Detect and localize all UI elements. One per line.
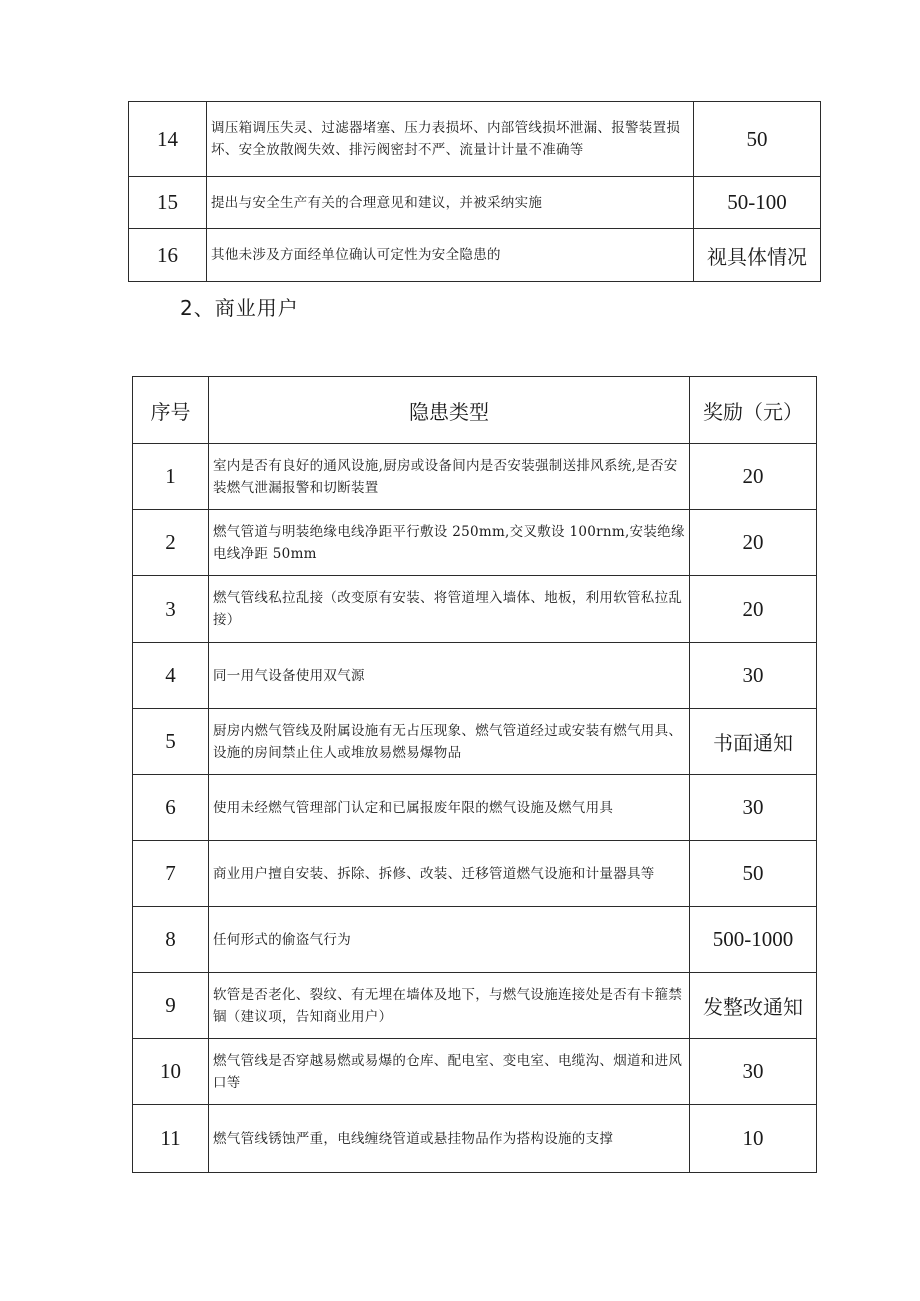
table-row — [133, 709, 817, 775]
row-number: 16 — [129, 229, 207, 282]
reward-amount: 10 — [690, 1105, 817, 1173]
row-number: 3 — [133, 576, 209, 643]
hazard-description: 提出与安全生产有关的合理意见和建议，并被采纳实施 — [207, 177, 694, 229]
reward-amount: 500-1000 — [690, 907, 817, 973]
commercial-user-hazard-table — [132, 376, 817, 1173]
row-number: 5 — [133, 709, 209, 775]
hazard-description: 同一用气设备使用双气源 — [209, 643, 690, 709]
hazard-description: 商业用户擅自安装、拆除、拆修、改装、迁移管道燃气设施和计量器具等 — [209, 841, 690, 907]
table-row — [133, 775, 817, 841]
row-number: 10 — [133, 1039, 209, 1105]
row-number: 4 — [133, 643, 209, 709]
hazard-description: 任何形式的偷盗气行为 — [209, 907, 690, 973]
reward-amount: 30 — [690, 775, 817, 841]
table-row — [133, 510, 817, 576]
reward-amount: 视具体情况 — [694, 229, 821, 282]
reward-amount: 50-100 — [694, 177, 821, 229]
table-row — [129, 229, 821, 282]
hazard-description: 燃气管道与明装绝缘电线净距平行敷设 250mm,交叉敷设 100rnm,安装绝缘电线净距 50mm — [209, 510, 690, 576]
table-row — [133, 973, 817, 1039]
header-hazard-type: 隐患类型 — [209, 377, 690, 444]
header-reward: 奖励（元） — [690, 377, 817, 444]
table-row — [133, 907, 817, 973]
section-heading: 2、商业用户 — [180, 296, 299, 320]
table-continued — [128, 101, 821, 282]
table-row — [133, 576, 817, 643]
header-number: 序号 — [133, 377, 209, 444]
row-number: 15 — [129, 177, 207, 229]
hazard-description: 厨房内燃气管线及附属设施有无占压现象、燃气管道经过或安装有燃气用具、设施的房间禁止住人或堆放易燃易爆物品 — [209, 709, 690, 775]
reward-amount: 20 — [690, 444, 817, 510]
hazard-description: 调压箱调压失灵、过滤器堵塞、压力表损坏、内部管线损坏泄漏、报警装置损坏、安全放散阀失效、排污阀密封不严、流量计计量不准确等 — [207, 102, 694, 177]
table-row — [133, 1105, 817, 1173]
reward-amount: 书面通知 — [690, 709, 817, 775]
hazard-description: 使用未经燃气管理部门认定和已属报废年限的燃气设施及燃气用具 — [209, 775, 690, 841]
reward-amount: 20 — [690, 510, 817, 576]
table-header-row — [133, 377, 817, 444]
row-number: 6 — [133, 775, 209, 841]
reward-amount: 30 — [690, 1039, 817, 1105]
reward-amount: 50 — [690, 841, 817, 907]
row-number: 1 — [133, 444, 209, 510]
table-row — [133, 1039, 817, 1105]
hazard-description: 燃气管线私拉乱接（改变原有安装、将管道埋入墙体、地板，利用软管私拉乱接） — [209, 576, 690, 643]
hazard-description: 燃气管线锈蚀严重，电线缠绕管道或悬挂物品作为搭构设施的支撑 — [209, 1105, 690, 1173]
row-number: 14 — [129, 102, 207, 177]
reward-amount: 发整改通知 — [690, 973, 817, 1039]
hazard-description: 室内是否有良好的通风设施,厨房或设备间内是否安装强制送排风系统,是否安装燃气泄漏报警和切断装置 — [209, 444, 690, 510]
hazard-description: 其他未涉及方面经单位确认可定性为安全隐患的 — [207, 229, 694, 282]
row-number: 7 — [133, 841, 209, 907]
table-row — [133, 841, 817, 907]
table-row — [133, 643, 817, 709]
table-row — [129, 102, 821, 177]
hazard-description: 软管是否老化、裂纹、有无埋在墙体及地下，与燃气设施连接处是否有卡箍禁锢（建议项，告知商业用户） — [209, 973, 690, 1039]
reward-amount: 20 — [690, 576, 817, 643]
row-number: 2 — [133, 510, 209, 576]
reward-amount: 30 — [690, 643, 817, 709]
row-number: 11 — [133, 1105, 209, 1173]
row-number: 9 — [133, 973, 209, 1039]
reward-amount: 50 — [694, 102, 821, 177]
hazard-description: 燃气管线是否穿越易燃或易爆的仓库、配电室、变电室、电缆沟、烟道和进风口等 — [209, 1039, 690, 1105]
table-row — [133, 444, 817, 510]
table-row — [129, 177, 821, 229]
row-number: 8 — [133, 907, 209, 973]
